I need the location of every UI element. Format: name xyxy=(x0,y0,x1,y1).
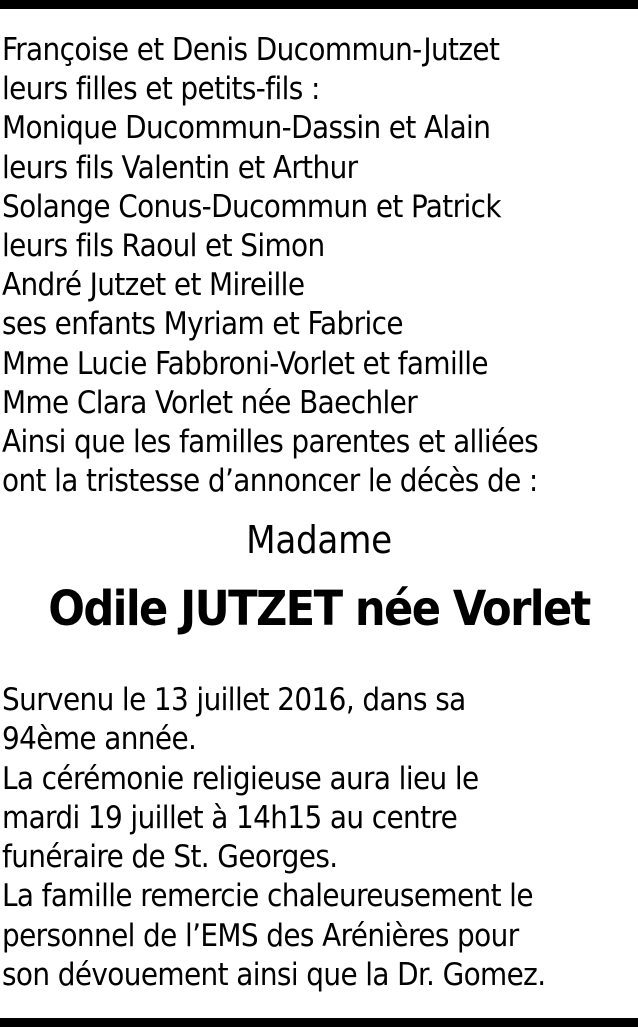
details-line: La cérémonie religieuse aura lieu le xyxy=(2,760,479,797)
honorific: Madame xyxy=(246,518,392,562)
details-line: La famille remercie chaleureusement le xyxy=(2,878,533,915)
announcement-line: leurs fils Raoul et Simon xyxy=(2,228,325,265)
announcement-line: Mme Clara Vorlet née Baechler xyxy=(2,384,418,421)
details-line: son dévouement ainsi que la Dr. Gomez. xyxy=(2,957,546,994)
funeral-details xyxy=(2,681,636,995)
announcement-line: leurs filles et petits-fils : xyxy=(2,71,320,108)
announcement-line: ses enfants Myriam et Fabrice xyxy=(2,306,403,343)
announcement-line: Monique Ducommun-Dassin et Alain xyxy=(2,110,491,147)
announcement-line: Françoise et Denis Ducommun-Jutzet xyxy=(2,32,500,68)
announcement-line: leurs fils Valentin et Arthur xyxy=(2,149,358,186)
announcement-line: ont la tristesse d’annoncer le décès de : xyxy=(2,463,538,500)
details-line: Survenu le 13 juillet 2016, dans sa xyxy=(2,682,466,718)
bottom-border-rule xyxy=(0,1018,638,1027)
family-announcement xyxy=(2,31,636,501)
announcement-line: André Jutzet et Mireille xyxy=(2,267,305,304)
details-line: funéraire de St. Georges. xyxy=(2,839,338,876)
top-border-rule xyxy=(0,0,638,9)
details-line: 94ème année. xyxy=(2,721,197,758)
details-line: mardi 19 juillet à 14h15 au centre xyxy=(2,799,458,836)
announcement-line: Solange Conus-Ducommun et Patrick xyxy=(2,188,501,225)
deceased-title-block xyxy=(0,516,638,638)
announcement-line: Mme Lucie Fabbroni-Vorlet et famille xyxy=(2,345,488,382)
announcement-line: Ainsi que les familles parentes et alliées xyxy=(2,424,539,461)
deceased-name: Odile JUTZET née Vorlet xyxy=(48,581,590,637)
details-line: personnel de l’EMS des Arénières pour xyxy=(2,917,519,954)
